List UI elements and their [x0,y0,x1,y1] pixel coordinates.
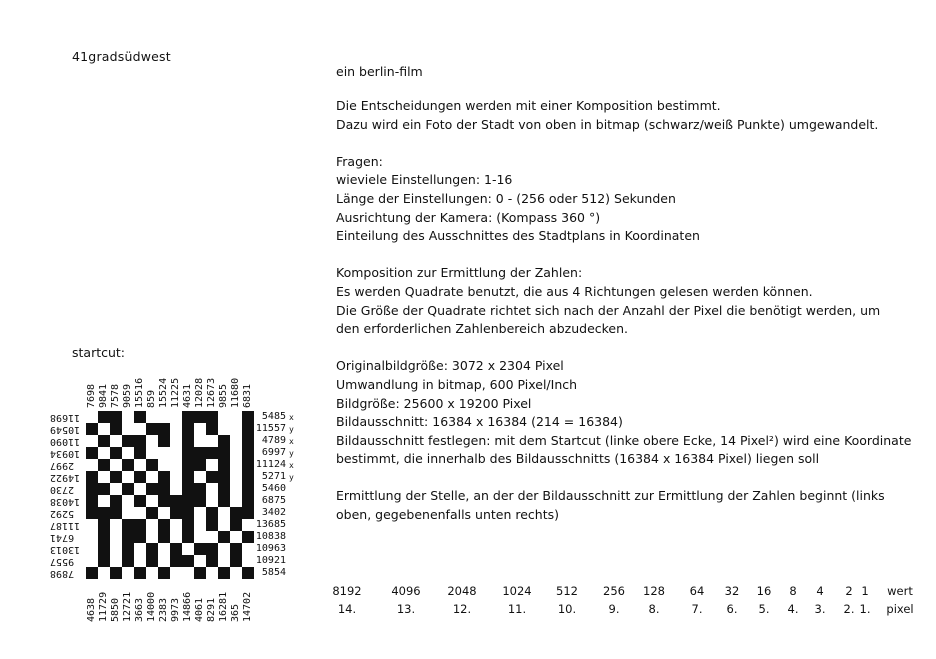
text-line: Einteilung des Ausschnittes des Stadtplans in Koordinaten [336,228,700,244]
grid-pixel [206,447,218,459]
right-number: 4789 [261,435,286,446]
grid-pixel [134,495,146,507]
bottom-number: 3663 [134,597,145,622]
bit-position: 2. [843,602,855,616]
paragraph [336,153,936,246]
grid-pixel [218,483,230,495]
bit-value: 16 [756,584,772,598]
grid-pixel [218,495,230,507]
grid-pixel [170,507,182,519]
bit-position: 4. [787,602,799,616]
value-label: wert [887,584,913,598]
text-line: bestimmt, die innerhalb des Bildausschnitts (16384 x 16384 Pixel) liegen soll [336,451,820,467]
left-number: 11187 [50,520,81,531]
grid-pixel [206,411,218,423]
bit-value: 2 [845,584,853,598]
text-line: Ermittlung der Stelle, an der der Bildausschnitt zur Ermittlung der Zahlen beginnt (links [336,488,885,504]
bit-value: 32 [724,584,740,598]
grid-pixel [182,555,194,567]
bit-value: 1 [861,584,869,598]
grid-pixel [158,531,170,543]
grid-pixel [122,555,134,567]
grid-pixel [230,507,242,519]
right-number: 11557 [255,423,286,434]
top-number: 12673 [206,377,217,408]
grid-pixel [242,471,254,483]
left-number: 11698 [50,412,81,423]
grid-pixel [182,507,194,519]
grid-pixel [98,435,110,447]
grid-pixel [146,507,158,519]
text-line: Die Entscheidungen werden mit einer Komposition bestimmt. [336,98,721,113]
grid-pixel [218,567,230,579]
bit-value: 4096 [391,584,421,598]
right-number: 5460 [261,483,286,494]
grid-pixel [218,435,230,447]
grid-pixel [146,459,158,471]
grid-pixel [242,567,254,579]
bottom-number: 5850 [110,597,121,622]
grid-pixel [218,471,230,483]
grid-pixel [122,543,134,555]
top-number: 15516 [134,377,145,408]
bottom-number: 14702 [242,591,253,622]
bit-position: 11. [507,602,527,616]
grid-pixel [158,471,170,483]
bit-value: 256 [603,584,625,598]
grid-pixel [194,495,206,507]
grid-pixel [86,483,98,495]
left-number: 7898 [50,568,75,579]
left-number: 13013 [50,544,81,555]
grid-pixel [158,483,170,495]
top-number: 7578 [110,383,121,408]
startcut-label: startcut: [72,345,126,360]
grid-pixel [230,555,242,567]
grid-pixel [158,519,170,531]
left-number: 14922 [50,472,81,483]
grid-pixel [146,555,158,567]
bit-value: 2048 [447,584,477,598]
grid-pixel [182,435,194,447]
grid-pixel [206,519,218,531]
text-line: oben, gegebenenfalls unten rechts) [336,507,560,523]
grid-pixel [122,483,134,495]
bit-value: 512 [556,584,578,598]
grid-pixel [182,519,194,531]
bit-value: 8 [789,584,797,598]
grid-pixel [218,459,230,471]
left-number: 11090 [50,436,81,447]
grid-pixel [122,519,134,531]
paragraph [336,487,936,524]
grid-pixel [218,531,230,543]
grid-pixel [182,531,194,543]
grid-pixel [86,471,98,483]
right-number: 10963 [255,543,286,554]
grid-pixel [194,447,206,459]
grid-pixel [98,507,110,519]
top-number: 11680 [230,377,241,408]
grid-pixel [98,519,110,531]
grid-pixel [170,495,182,507]
bottom-number: 4638 [86,597,97,622]
right-number: 10838 [255,531,286,542]
right-number: 10921 [255,555,286,566]
bottom-number: 8291 [206,597,217,622]
grid-pixel [182,483,194,495]
startcut-grid [86,411,254,579]
grid-pixel [86,447,98,459]
grid-pixel [86,495,98,507]
left-number: 5292 [50,508,75,519]
grid-pixel [206,507,218,519]
grid-pixel [242,423,254,435]
text-line: Ausrichtung der Kamera: (Kompass 360 °) [336,209,601,225]
top-number: 15524 [158,377,169,408]
top-number: 4631 [182,383,193,408]
top-number: 9855 [218,383,229,408]
right-number: 11124 [255,459,286,470]
grid-pixel [242,483,254,495]
text-line: wieviele Einstellungen: 1-16 [336,172,513,188]
grid-pixel [122,531,134,543]
grid-pixel [98,543,110,555]
right-number: 5271 [261,471,286,482]
bottom-number: 16281 [218,591,229,622]
left-number: 2997 [50,460,75,471]
grid-pixel [110,423,122,435]
grid-pixel [242,447,254,459]
grid-pixel [242,495,254,507]
grid-pixel [158,435,170,447]
right-direction: x [289,413,294,422]
bottom-number: 2383 [158,597,169,622]
grid-pixel [194,411,206,423]
text-line: Bildgröße: 25600 x 19200 Pixel [336,395,532,411]
grid-pixel [134,531,146,543]
grid-pixel [242,531,254,543]
grid-pixel [182,471,194,483]
top-number: 9059 [122,383,133,408]
grid-pixel [110,471,122,483]
bottom-number: 365 [230,603,241,622]
left-number: 2730 [50,484,75,495]
text-line: Länge der Einstellungen: 0 - (256 oder 512) Sekunden [336,190,676,206]
grid-pixel [230,519,242,531]
grid-pixel [98,531,110,543]
position-label: pixel [886,602,914,616]
right-direction: y [289,473,294,482]
grid-pixel [194,567,206,579]
bit-position: 5. [758,602,770,616]
grid-pixel [182,447,194,459]
grid-pixel [146,423,158,435]
grid-pixel [134,567,146,579]
top-number: 12028 [194,377,205,408]
grid-pixel [134,411,146,423]
bit-value: 64 [689,584,705,598]
text-line: Originalbildgröße: 3072 x 2304 Pixel [336,358,564,374]
grid-pixel [134,447,146,459]
grid-pixel [182,411,194,423]
grid-pixel [182,423,194,435]
grid-pixel [194,459,206,471]
bit-position: 1. [859,602,871,616]
paragraph [336,357,936,469]
grid-pixel [206,555,218,567]
top-number: 9841 [98,383,109,408]
text-line: Dazu wird ein Foto der Stadt von oben in bitmap (schwarz/weiß Punkte) umgewandelt. [336,116,879,132]
paragraph [336,264,936,338]
grid-pixel [218,447,230,459]
grid-pixel [242,507,254,519]
top-number: 11225 [170,377,181,408]
text-line: Fragen: [336,153,383,169]
right-number: 6875 [261,495,286,506]
right-direction: y [289,449,294,458]
bit-value: 8192 [332,584,362,598]
right-number: 3402 [261,507,286,518]
grid-pixel [110,507,122,519]
right-direction: y [289,425,294,434]
right-number: 5485 [261,411,286,422]
bottom-number: 9973 [170,597,181,622]
bit-value: 128 [643,584,665,598]
bottom-number: 12721 [122,591,133,622]
grid-pixel [110,411,122,423]
grid-pixel [122,435,134,447]
bottom-number: 11729 [98,591,109,622]
grid-pixel [122,459,134,471]
left-number: 6741 [50,532,75,543]
bit-position: 8. [648,602,660,616]
bit-position: 12. [452,602,472,616]
grid-pixel [194,543,206,555]
grid-pixel [86,507,98,519]
bottom-number: 14000 [146,591,157,622]
grid-pixel [134,435,146,447]
grid-pixel [182,495,194,507]
grid-pixel [206,423,218,435]
grid-pixel [230,543,242,555]
right-direction: x [289,461,294,470]
bit-position: 10. [557,602,577,616]
text-line: Es werden Quadrate benutzt, die aus 4 Richtungen gelesen werden können. [336,283,813,299]
body-text [336,97,936,543]
grid-pixel [158,495,170,507]
grid-pixel [158,423,170,435]
grid-pixel [194,483,206,495]
grid-pixel [206,471,218,483]
bit-position: 6. [726,602,738,616]
left-number: 14038 [50,496,81,507]
subtitle: ein berlin-film [336,64,423,79]
top-number: 7698 [86,383,97,408]
bit-position: 7. [691,602,703,616]
grid-pixel [98,483,110,495]
grid-pixel [110,567,122,579]
left-number: 10549 [50,424,81,435]
bit-position: 13. [396,602,416,616]
grid-pixel [206,543,218,555]
text-line: Umwandlung in bitmap, 600 Pixel/Inch [336,376,578,392]
text-line: den erforderlichen Zahlenbereich abzudecken. [336,321,629,337]
bit-position: 3. [814,602,826,616]
top-number: 859 [146,389,157,408]
grid-pixel [170,543,182,555]
grid-pixel [110,495,122,507]
text-line: Die Größe der Quadrate richtet sich nach der Anzahl der Pixel die benötigt werden, um [336,302,881,318]
grid-pixel [98,459,110,471]
bit-position: 9. [608,602,620,616]
bottom-number: 4061 [194,597,205,622]
left-number: 9557 [50,556,75,567]
grid-pixel [98,555,110,567]
text-line: Bildausschnitt: 16384 x 16384 (214 = 16384) [336,414,623,430]
grid-pixel [146,543,158,555]
grid-pixel [86,567,98,579]
grid-pixel [146,483,158,495]
bit-value: 4 [816,584,824,598]
right-number: 5854 [261,567,286,578]
right-number: 13685 [255,519,286,530]
grid-pixel [98,411,110,423]
bottom-number: 14866 [182,591,193,622]
grid-pixel [242,411,254,423]
bit-value: 1024 [502,584,532,598]
grid-pixel [86,423,98,435]
paragraph [336,97,936,134]
grid-pixel [242,459,254,471]
text-line: Komposition zur Ermittlung der Zahlen: [336,265,583,281]
grid-pixel [158,567,170,579]
left-number: 10934 [50,448,81,459]
grid-pixel [170,555,182,567]
grid-pixel [182,459,194,471]
right-direction: x [289,437,294,446]
bit-position: 14. [337,602,357,616]
grid-pixel [134,519,146,531]
right-number: 6997 [261,447,286,458]
text-line: Bildausschnitt festlegen: mit dem Startcut (linke obere Ecke, 14 Pixel²) wird eine Koordinate [336,432,912,448]
brand-title: 41gradsüdwest [72,49,171,64]
grid-pixel [134,471,146,483]
top-number: 6831 [242,383,253,408]
grid-pixel [242,435,254,447]
grid-pixel [110,447,122,459]
